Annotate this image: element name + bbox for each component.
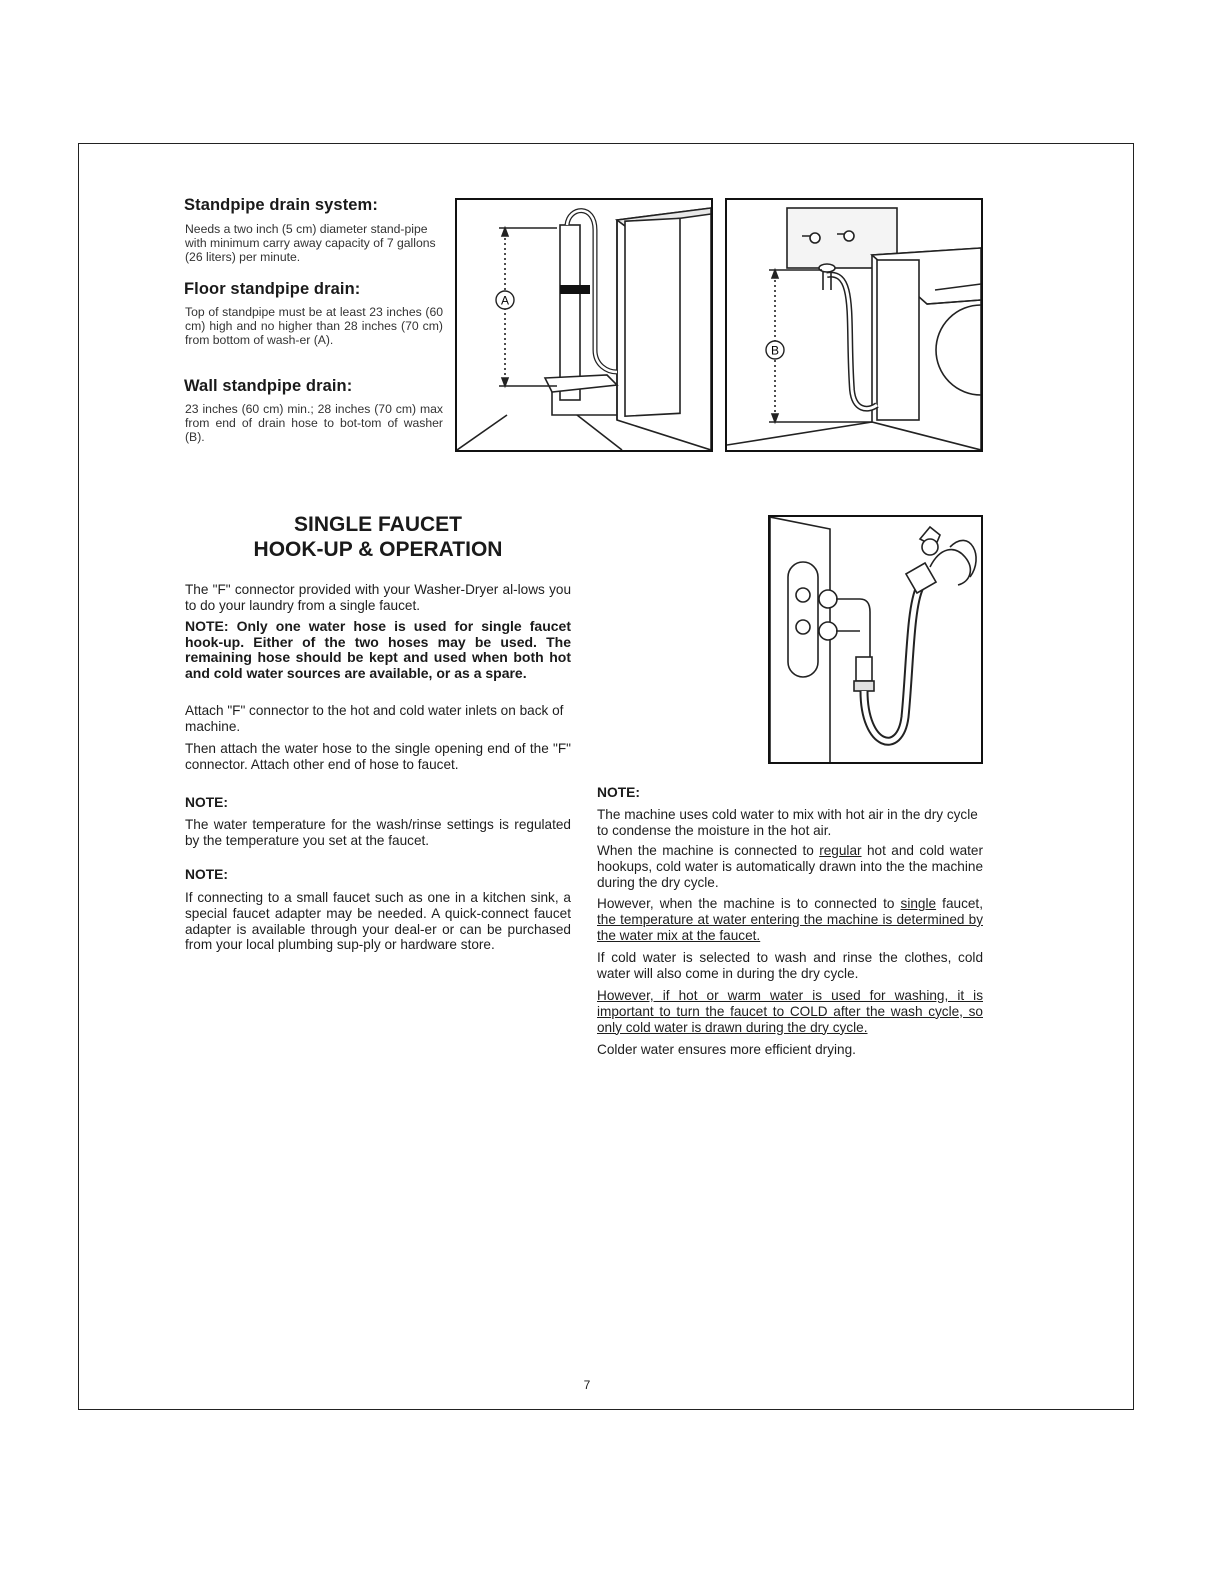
faucet-hookup-illustration xyxy=(768,515,983,764)
floor-standpipe-title: Floor standpipe drain: xyxy=(184,280,361,298)
efficient-drying-paragraph: Colder water ensures more efficient drying. xyxy=(597,1042,856,1057)
wall-standpipe-text: 23 inches (60 cm) min.; 28 inches (70 cm) max from end of drain hose to bot-tom of washer (B). xyxy=(185,402,443,444)
single-faucet-text-b: faucet, xyxy=(936,896,983,911)
turn-cold-paragraph: However, if hot or warm water is used for washing, it is important to turn the faucet to COLD after the wash cycle, so only cold water is drawn during the dry cycle. xyxy=(597,988,983,1035)
intro-paragraph: The "F" connector provided with your Washer-Dryer al-lows you to do your laundry from a single faucet. xyxy=(185,582,571,613)
dimension-b-label: B xyxy=(770,343,780,358)
single-hose-note: NOTE: Only one water hose is used for single faucet hook-up. Either of the two hoses may be used. The remaining hose should be kept and used when both hot and cold water sources are available, or as a spare. xyxy=(185,618,571,681)
temperature-note: The water temperature for the wash/rinse settings is regulated by the temperature you set at the faucet. xyxy=(185,817,571,848)
cold-water-note: The machine uses cold water to mix with hot air in the dry cycle to condense the moisture in the hot air. xyxy=(597,807,978,838)
section-title xyxy=(180,512,576,562)
standpipe-text: Needs a two inch (5 cm) diameter stand-pipe with minimum carry away capacity of 7 gallons (26 liters) per minute. xyxy=(185,222,436,264)
attach-paragraph: Attach "F" connector to the hot and cold water inlets on back of machine. xyxy=(185,703,564,734)
regular-hookup-text-b: hot and cold water hookups, cold water is automatically drawn into the the machine during the dry cycle. xyxy=(597,843,983,890)
note-heading-1: NOTE: xyxy=(185,795,228,810)
floor-standpipe-illustration xyxy=(455,198,713,452)
wall-standpipe-title: Wall standpipe drain: xyxy=(184,377,353,395)
section-title-line1: SINGLE FAUCET xyxy=(293,513,462,536)
faucet-mix-underlined: the temperature at water entering the machine is determined by the water mix at the faucet. xyxy=(597,911,983,943)
floor-standpipe-text: Top of standpipe must be at least 23 inches (60 cm) high and no higher than 28 inches (70 cm) from bottom of wash-er (A). xyxy=(185,305,443,347)
faucet-adapter-note: If connecting to a small faucet such as one in a kitchen sink, a special faucet adapter may be needed. A quick-connect faucet adapter is available through your deal-er or can be purchased from your local plumbing sup-ply or hardware store. xyxy=(185,890,571,953)
wall-standpipe-illustration xyxy=(725,198,983,452)
section-title-line2: HOOK-UP & OPERATION xyxy=(253,538,503,561)
cold-wash-paragraph: If cold water is selected to wash and rinse the clothes, cold water will also come in during the dry cycle. xyxy=(597,950,983,981)
single-faucet-text-a: However, when the machine is to connected to xyxy=(597,896,901,911)
note-heading-2: NOTE: xyxy=(185,867,228,882)
note-heading-3: NOTE: xyxy=(597,785,640,800)
regular-hookup-text-a: When the machine is connected to xyxy=(597,843,820,858)
regular-underlined: regular xyxy=(819,843,862,858)
single-underlined: single xyxy=(900,896,937,911)
then-paragraph: Then attach the water hose to the single opening end of the "F" connector. Attach other end of hose to faucet. xyxy=(185,741,571,772)
single-faucet-paragraph xyxy=(597,896,983,943)
page-number: 7 xyxy=(583,1378,591,1392)
dimension-a-label: A xyxy=(500,293,510,308)
regular-hookup-paragraph xyxy=(597,843,983,890)
standpipe-title: Standpipe drain system: xyxy=(184,196,378,214)
